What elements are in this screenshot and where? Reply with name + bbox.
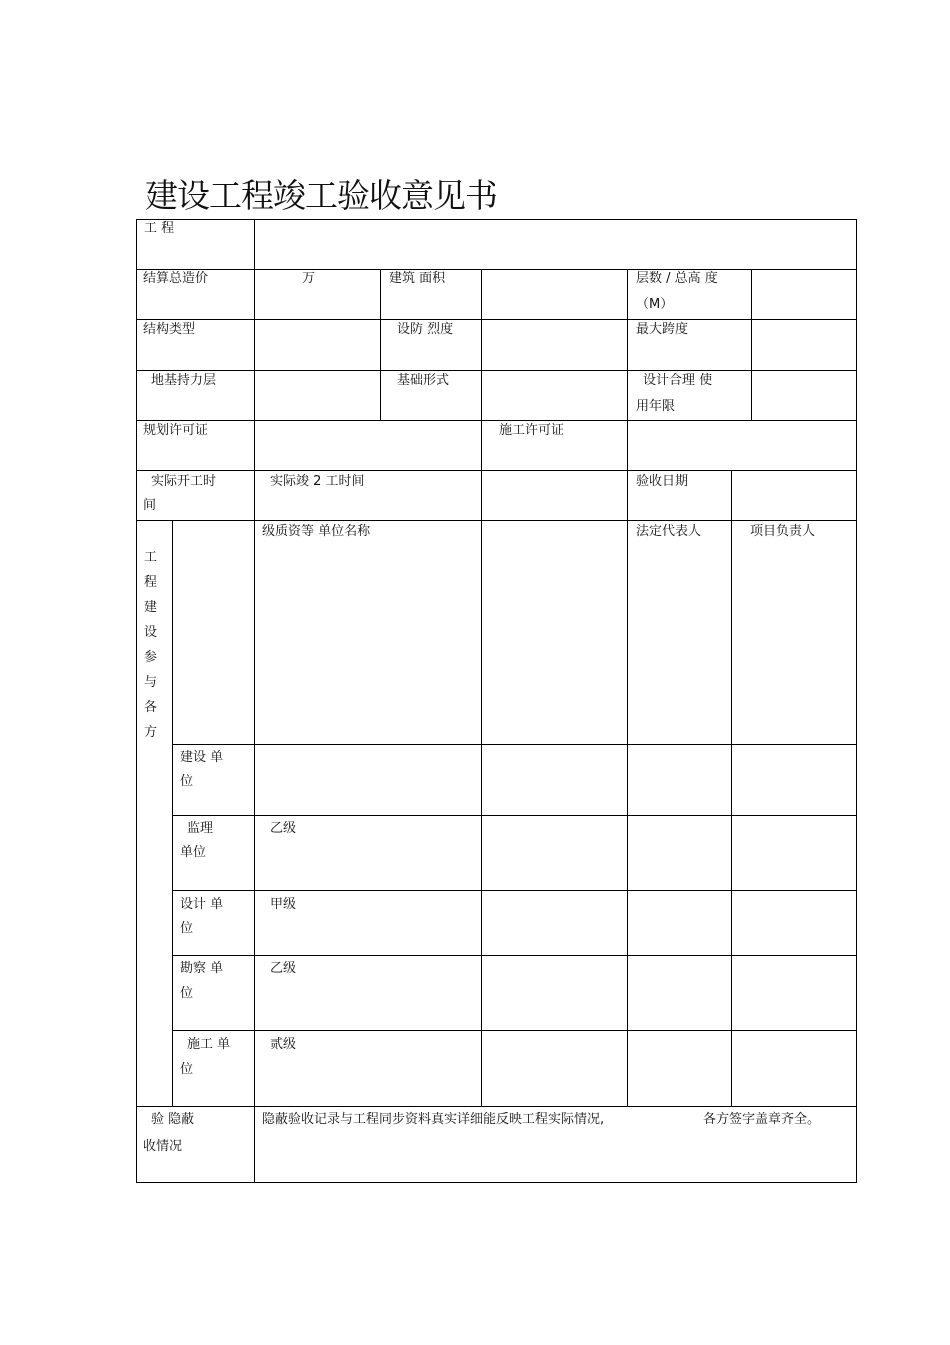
party-name-line2: 位 (180, 774, 194, 789)
unit-wan: 万 (302, 271, 316, 286)
col-line (380, 269, 381, 420)
party-grade: 乙级 (270, 821, 297, 836)
col-line (627, 470, 628, 520)
label-max-span: 最大跨度 (636, 322, 689, 337)
label-acceptance-date: 验收日期 (636, 474, 689, 489)
row-line (136, 319, 857, 320)
row-line (136, 370, 857, 371)
label-seismic: 设防 烈度 (397, 322, 454, 337)
table-border (136, 219, 137, 1183)
header-project-leader: 项目负责人 (750, 524, 816, 539)
party-name-line1: 施工 单 (187, 1037, 231, 1052)
table-border (136, 219, 857, 220)
col-line (751, 269, 752, 420)
label-participants: 工程建设参与各方 (144, 550, 158, 740)
col-line (254, 219, 255, 1183)
col-line (627, 269, 628, 420)
row-line (136, 269, 857, 270)
header-grade-name: 级质资等 单位名称 (262, 524, 371, 539)
label-settlement: 结算总造价 (143, 271, 209, 286)
party-grade: 贰级 (270, 1037, 297, 1052)
label-hidden-1: 验 隐蔽 (151, 1112, 195, 1127)
label-floors-unit: （M） (636, 297, 674, 312)
table-border (136, 1182, 857, 1183)
label-planning-permit: 规划许可证 (143, 423, 209, 438)
col-line (731, 470, 732, 520)
party-grade: 乙级 (270, 961, 297, 976)
label-actual-start-2: 间 (143, 498, 157, 513)
label-design-life-1: 设计合理 使 (643, 373, 713, 388)
header-legal-rep: 法定代表人 (636, 524, 702, 539)
label-floors-height: 层数 / 总高 度 (636, 271, 718, 286)
col-line (731, 520, 732, 1106)
label-actual-completion: 实际竣 2 工时间 (270, 474, 365, 489)
col-line (627, 420, 628, 470)
row-line (136, 470, 857, 471)
label-actual-start-1: 实际开工时 (151, 474, 217, 489)
party-name-line2: 位 (180, 986, 194, 1001)
party-name-line1: 勘察 单 (180, 961, 224, 976)
label-foundation-capacity: 地基持力层 (151, 373, 217, 388)
party-name-line1: 设计 单 (180, 897, 224, 912)
party-name-line2: 位 (180, 921, 194, 936)
label-building-area: 建筑 面积 (389, 271, 446, 286)
party-name-line1: 建设 单 (180, 750, 224, 765)
hidden-works-text: 隐蔽验收记录与工程同步资料真实详细能反映工程实际情况, (262, 1112, 605, 1127)
row-line (172, 1030, 857, 1031)
col-line (627, 520, 628, 1106)
label-structure-type: 结构类型 (143, 322, 196, 337)
party-name-line2: 单位 (180, 845, 207, 860)
hidden-works-text-2: 各方签字盖章齐全。 (703, 1112, 821, 1127)
row-line (172, 890, 857, 891)
label-foundation-form: 基础形式 (397, 373, 450, 388)
party-name-line2: 位 (180, 1062, 194, 1077)
row-line (172, 744, 857, 745)
table-border (856, 219, 857, 1183)
col-line (481, 470, 482, 520)
row-line (136, 520, 857, 521)
label-hidden-2: 收情况 (143, 1139, 183, 1154)
document-title: 建设工程竣工验收意见书 (145, 176, 497, 215)
row-line (136, 420, 857, 421)
col-line (481, 420, 482, 470)
col-line (172, 520, 173, 1106)
col-line (481, 269, 482, 420)
col-line (481, 520, 482, 1106)
label-design-life-2: 用年限 (636, 399, 676, 414)
party-grade: 甲级 (270, 897, 297, 912)
party-name-line1: 监理 (187, 821, 214, 836)
label-construction-permit: 施工许可证 (499, 423, 565, 438)
label-project: 工 程 (144, 221, 175, 236)
